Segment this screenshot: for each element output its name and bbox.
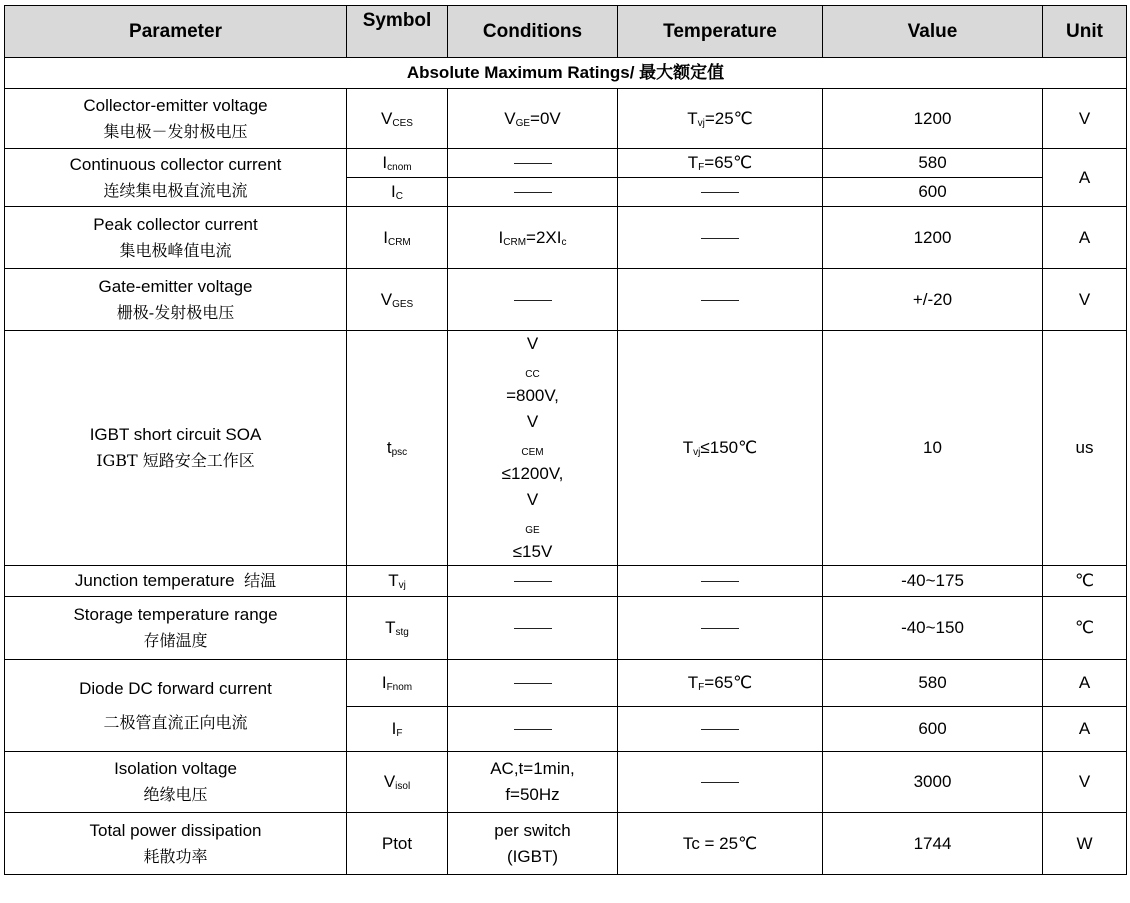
param-cell: Total power dissipation 耗散功率	[5, 813, 347, 875]
dash-mark	[514, 683, 552, 684]
header-parameter: Parameter	[5, 6, 347, 58]
param-cell: Continuous collector current 连续集电极直流电流	[5, 149, 347, 207]
symbol-cell: $I_F$	[347, 707, 448, 752]
param-cell: Junction temperature 结温	[5, 566, 347, 597]
dash-mark	[701, 628, 739, 629]
dash-mark	[514, 192, 552, 193]
value-cell: -40~150	[823, 597, 1043, 660]
param-cell: Storage temperature range 存储温度	[5, 597, 347, 660]
param-cell: Isolation voltage 绝缘电压	[5, 752, 347, 813]
conditions-cell: V $_{CC}$ =800V, V $_{CEM}$ ≤1200V, V $_{GE}$ ≤15V	[448, 331, 618, 566]
temperature-cell	[618, 707, 823, 752]
param-cell: IGBT short circuit SOA IGBT 短路安全工作区	[5, 331, 347, 566]
dash-mark	[701, 192, 739, 193]
table-row	[5, 269, 1127, 331]
dash-mark	[701, 782, 739, 783]
param-cell: Diode DC forward current 二极管直流正向电流	[5, 660, 347, 752]
table-row	[5, 331, 1127, 566]
table-row	[5, 597, 1127, 660]
unit-cell: ℃	[1043, 597, 1127, 660]
conditions-cell: per switch (IGBT)	[448, 813, 618, 875]
conditions-cell	[448, 707, 618, 752]
table-row	[5, 660, 1127, 707]
table-row	[5, 752, 1127, 813]
header-unit: Unit	[1043, 6, 1127, 58]
symbol-cell: $I_C$	[347, 178, 448, 207]
unit-cell: V	[1043, 89, 1127, 149]
section-row	[5, 58, 1127, 89]
temperature-cell: $T_F=65℃$	[618, 660, 823, 707]
header-symbol: Symbol	[347, 6, 448, 58]
conditions-cell: $I_{CRM}=2XI_c$	[448, 207, 618, 269]
value-cell: 1200	[823, 89, 1043, 149]
table-row	[5, 813, 1127, 875]
conditions-cell: AC,t=1min, f=50Hz	[448, 752, 618, 813]
temperature-cell	[618, 566, 823, 597]
header-temperature: Temperature	[618, 6, 823, 58]
temperature-cell	[618, 207, 823, 269]
table-row	[5, 149, 1127, 178]
param-cell: Gate-emitter voltage 栅极-发射极电压	[5, 269, 347, 331]
unit-cell: V	[1043, 269, 1127, 331]
unit-cell: A	[1043, 660, 1127, 707]
temperature-cell: $T_{vj}\le 150℃$	[618, 331, 823, 566]
conditions-cell	[448, 269, 618, 331]
value-cell: 580	[823, 149, 1043, 178]
temperature-cell	[618, 269, 823, 331]
conditions-cell	[448, 149, 618, 178]
symbol-cell: $I_{CRM}$	[347, 207, 448, 269]
symbol-cell: $t_{psc}$	[347, 331, 448, 566]
conditions-cell	[448, 178, 618, 207]
symbol-cell: $T_{vj}$	[347, 566, 448, 597]
value-cell: 10	[823, 331, 1043, 566]
max-ratings-table	[4, 5, 1127, 875]
table-row	[5, 566, 1127, 597]
dash-mark	[514, 163, 552, 164]
value-cell: +/-20	[823, 269, 1043, 331]
header-value: Value	[823, 6, 1043, 58]
unit-cell: A	[1043, 149, 1127, 207]
temperature-cell: $T_{vj}=25℃$	[618, 89, 823, 149]
dash-mark	[701, 238, 739, 239]
param-cell: Peak collector current 集电极峰值电流	[5, 207, 347, 269]
conditions-cell: $V_{GE}=0V$	[448, 89, 618, 149]
unit-cell: V	[1043, 752, 1127, 813]
temperature-cell	[618, 752, 823, 813]
dash-mark	[514, 628, 552, 629]
unit-cell: A	[1043, 207, 1127, 269]
temperature-cell: Tc = 25℃	[618, 813, 823, 875]
symbol-cell: $T_{stg}$	[347, 597, 448, 660]
value-cell: 1744	[823, 813, 1043, 875]
temperature-cell: $T_F=65℃$	[618, 149, 823, 178]
dash-mark	[701, 729, 739, 730]
value-cell: 580	[823, 660, 1043, 707]
header-conditions: Conditions	[448, 6, 618, 58]
dash-mark	[514, 729, 552, 730]
unit-cell: W	[1043, 813, 1127, 875]
unit-cell: ℃	[1043, 566, 1127, 597]
value-cell: 600	[823, 707, 1043, 752]
dash-mark	[701, 300, 739, 301]
temperature-cell	[618, 178, 823, 207]
param-cell: Collector-emitter voltage 集电极－发射极电压	[5, 89, 347, 149]
conditions-cell	[448, 660, 618, 707]
conditions-cell	[448, 597, 618, 660]
unit-cell: us	[1043, 331, 1127, 566]
symbol-cell: $V_{isol}$	[347, 752, 448, 813]
dash-mark	[701, 581, 739, 582]
table-row	[5, 89, 1127, 149]
value-cell: 3000	[823, 752, 1043, 813]
conditions-cell	[448, 566, 618, 597]
temperature-cell	[618, 597, 823, 660]
value-cell: -40~175	[823, 566, 1043, 597]
symbol-cell: $I_{cnom}$	[347, 149, 448, 178]
symbol-cell: $V_{CES}$	[347, 89, 448, 149]
symbol-cell: $V_{GES}$	[347, 269, 448, 331]
dash-mark	[514, 581, 552, 582]
symbol-cell: Ptot	[347, 813, 448, 875]
table-row	[5, 207, 1127, 269]
section-title: Absolute Maximum Ratings/ 最大额定值	[5, 58, 1127, 89]
symbol-cell: $I_{Fnom}$	[347, 660, 448, 707]
dash-mark	[514, 300, 552, 301]
unit-cell: A	[1043, 707, 1127, 752]
value-cell: 1200	[823, 207, 1043, 269]
header-row	[5, 6, 1127, 58]
value-cell: 600	[823, 178, 1043, 207]
